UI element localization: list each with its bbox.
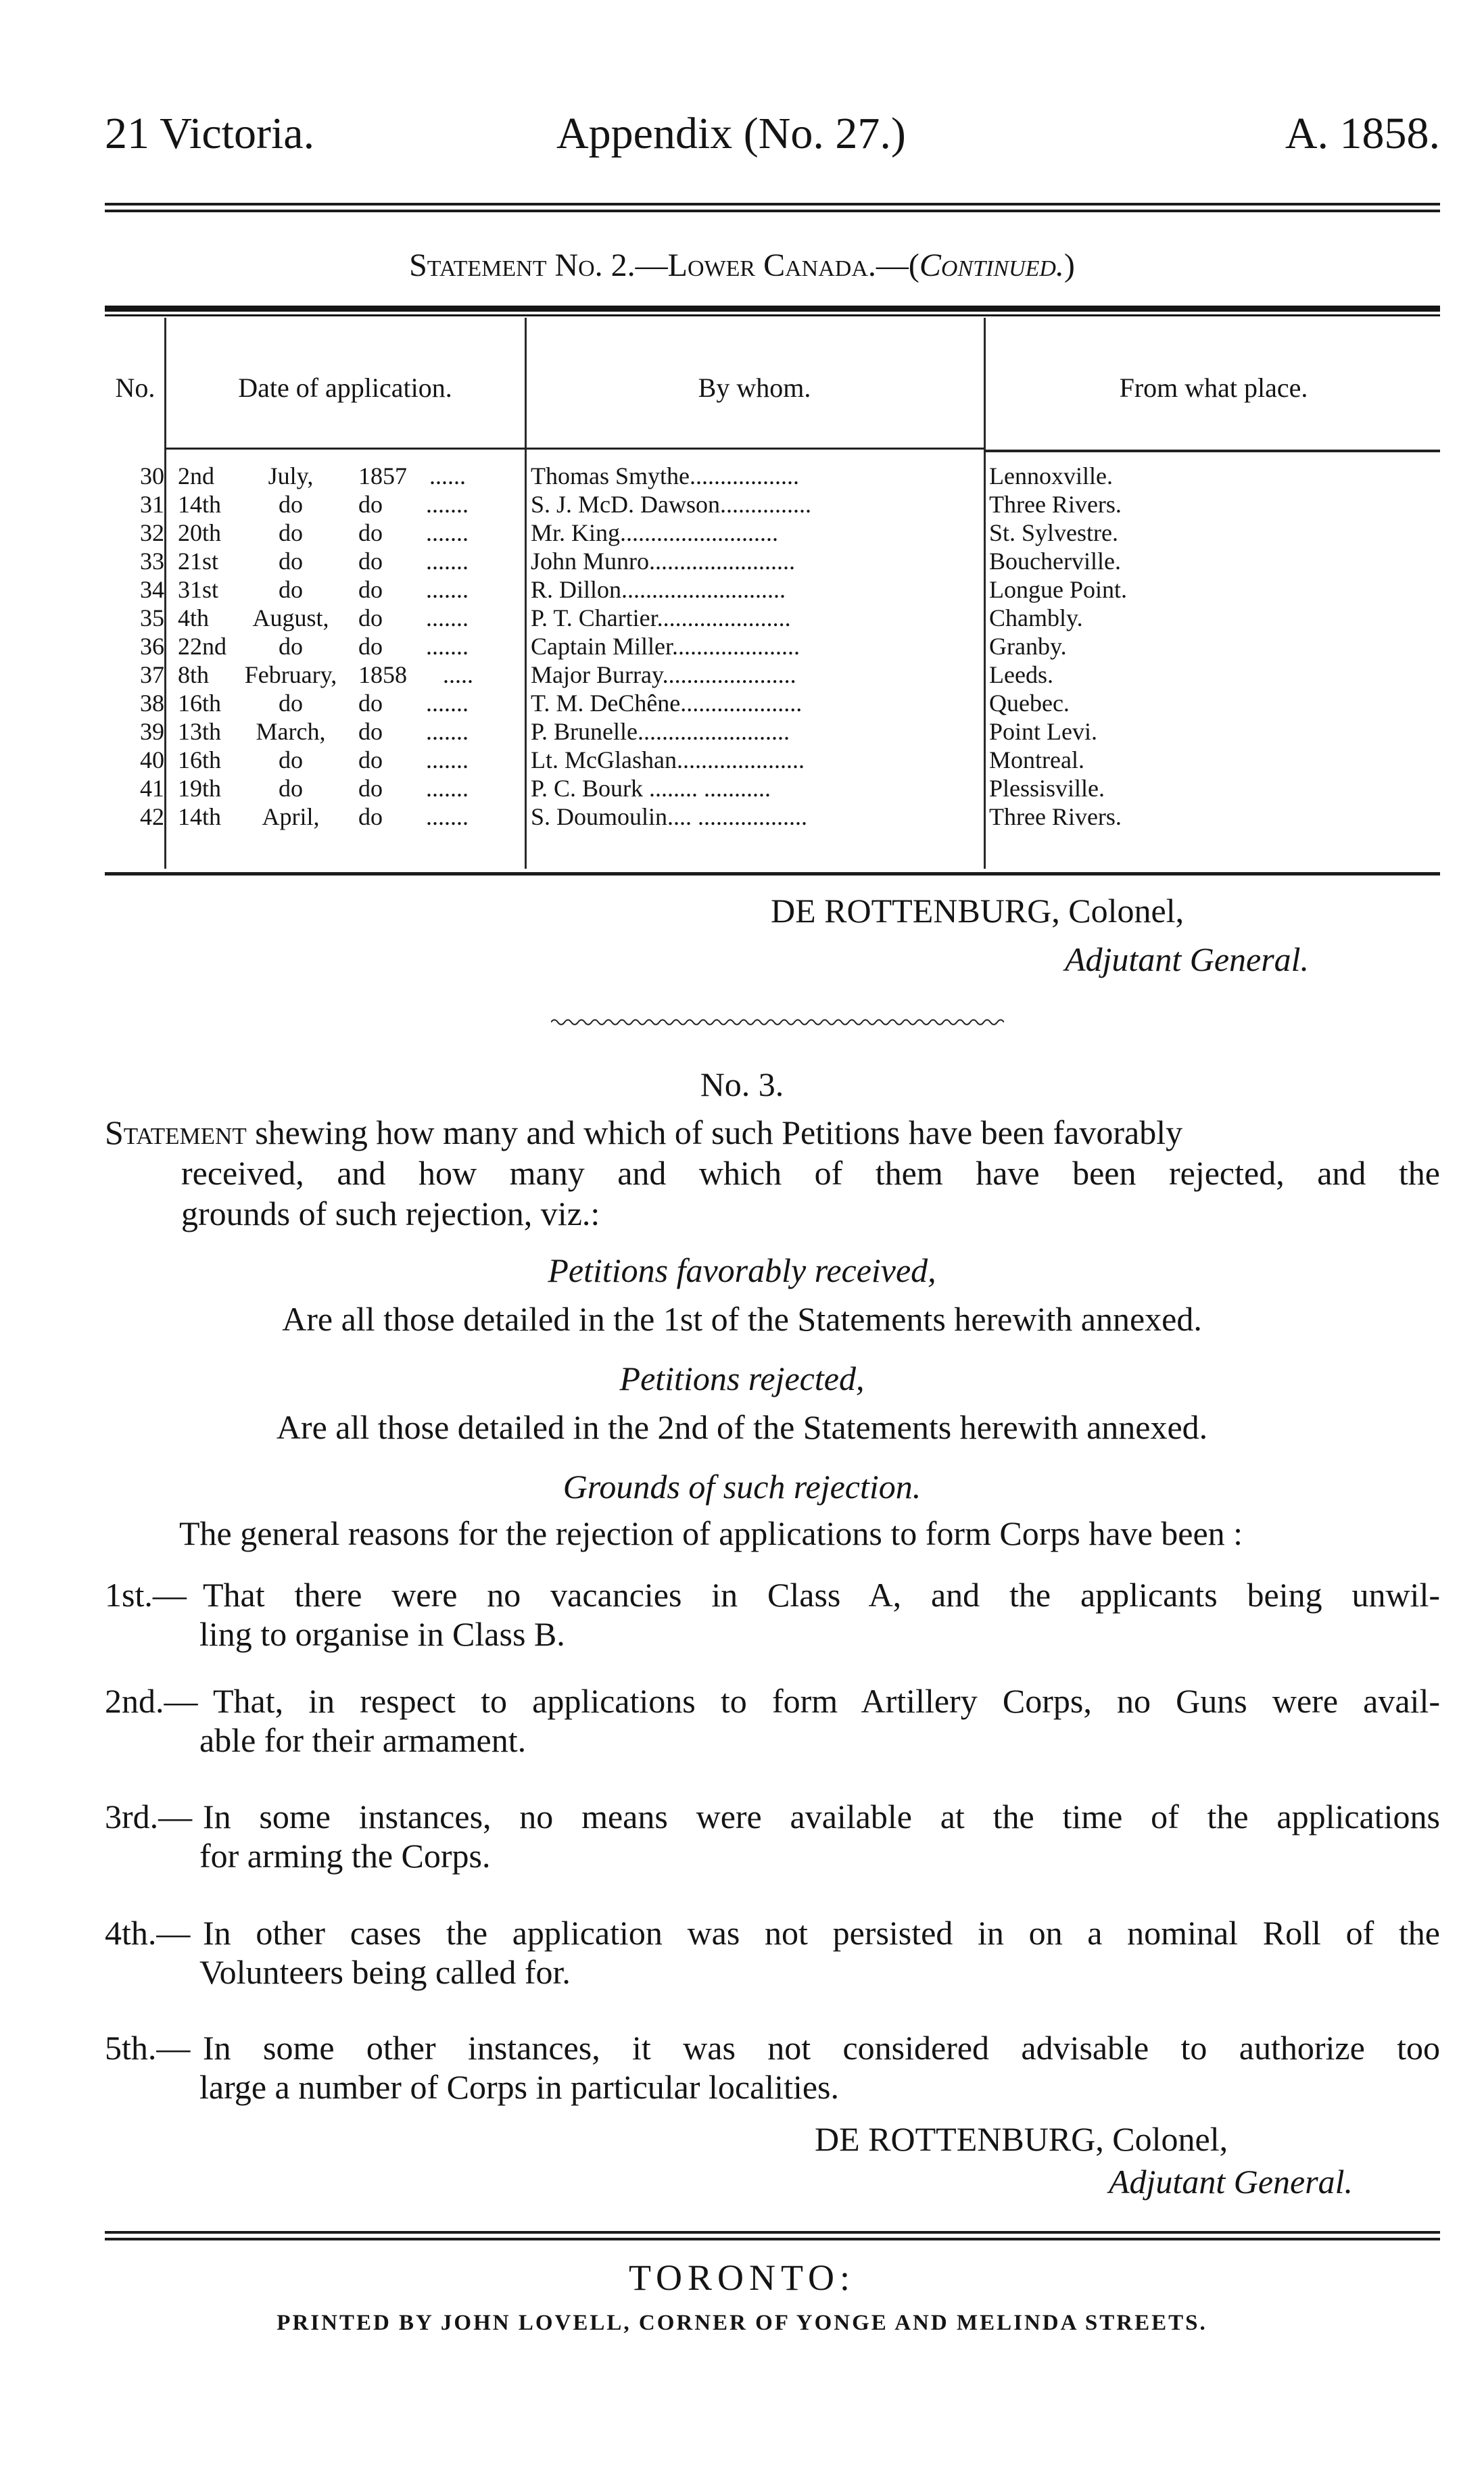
row-place: Chambly. bbox=[989, 604, 1083, 631]
row-leader-dots: ....... bbox=[426, 633, 469, 660]
row-day: 22nd bbox=[178, 633, 226, 660]
signature-title-text: Adjutant General. bbox=[1109, 2163, 1354, 2201]
row-year: do bbox=[358, 548, 383, 575]
column-header-place: From what place. bbox=[1119, 373, 1308, 403]
row-leader-dots: ..... bbox=[443, 661, 473, 688]
table-row bbox=[105, 746, 1440, 774]
footer-double-rule bbox=[105, 2231, 1440, 2240]
row-month: do bbox=[279, 633, 303, 660]
row-year: do bbox=[358, 633, 383, 660]
imprint-printer: PRINTED BY JOHN LOVELL, CORNER OF YONGE AND MELINDA STREETS. bbox=[277, 2311, 1207, 2335]
row-no: 42 bbox=[140, 803, 164, 830]
row-place: Montreal. bbox=[989, 746, 1084, 773]
row-place: Granby. bbox=[989, 633, 1067, 660]
reason-line1: In some instances, no means were available at the time of the applications bbox=[203, 1798, 1440, 1836]
table-bottom-rule bbox=[105, 872, 1440, 875]
row-day: 19th bbox=[178, 775, 222, 802]
row-month: do bbox=[279, 576, 303, 603]
table-row bbox=[105, 575, 1440, 604]
row-place: Boucherville. bbox=[989, 548, 1121, 575]
row-year: do bbox=[358, 803, 383, 830]
no3-intro-line1 bbox=[105, 1112, 1440, 1153]
no3-intro-line2: received, and how many and which of them have been rejected, and the bbox=[181, 1154, 1440, 1192]
statement-2-title-suffix: ) bbox=[1063, 247, 1075, 283]
row-day: 4th bbox=[178, 604, 210, 631]
row-place: Quebec. bbox=[989, 690, 1070, 717]
row-no: 32 bbox=[140, 519, 164, 546]
row-by-whom: P. Brunelle......................... bbox=[531, 718, 790, 745]
rejected-heading: Petitions rejected, bbox=[619, 1360, 865, 1397]
row-year: 1858 bbox=[358, 661, 407, 688]
reason-item bbox=[105, 1797, 1440, 1878]
row-month: July, bbox=[268, 462, 314, 489]
row-no: 39 bbox=[140, 718, 164, 745]
row-leader-dots: ....... bbox=[426, 718, 469, 745]
row-place: Longue Point. bbox=[989, 576, 1127, 603]
reason-label: 1st.— bbox=[105, 1576, 187, 1614]
row-year: do bbox=[358, 718, 383, 745]
header-underline bbox=[984, 450, 1440, 452]
row-month: do bbox=[279, 690, 303, 717]
row-by-whom: Lt. McGlashan..................... bbox=[531, 746, 805, 773]
table-row bbox=[105, 717, 1440, 746]
header-double-rule bbox=[105, 203, 1440, 212]
favorable-heading: Petitions favorably received, bbox=[548, 1251, 936, 1289]
row-day: 16th bbox=[178, 690, 222, 717]
row-day: 2nd bbox=[178, 462, 214, 489]
column-header-no: No. bbox=[115, 373, 155, 403]
reason-line2: able for their armament. bbox=[199, 1721, 527, 1759]
row-place: Three Rivers. bbox=[989, 803, 1122, 830]
row-month: do bbox=[279, 491, 303, 518]
running-head-left: 21 Victoria. bbox=[105, 109, 315, 158]
row-place: Lennoxville. bbox=[989, 462, 1113, 489]
row-no: 35 bbox=[140, 604, 164, 631]
row-place: Plessisville. bbox=[989, 775, 1105, 802]
row-by-whom: S. Doumoulin.... .................. bbox=[531, 803, 808, 830]
signature-name: DE ROTTENBURG, Colonel, bbox=[771, 892, 1184, 930]
row-no: 33 bbox=[140, 548, 164, 575]
reason-item bbox=[105, 1681, 1440, 1762]
row-place: Leeds. bbox=[989, 661, 1053, 688]
table-row bbox=[105, 661, 1440, 689]
table-row bbox=[105, 519, 1440, 547]
row-by-whom: Thomas Smythe.................. bbox=[531, 462, 799, 489]
row-year: do bbox=[358, 519, 383, 546]
reason-line2: Volunteers being called for. bbox=[199, 1953, 571, 1991]
row-year: do bbox=[358, 604, 383, 631]
row-day: 8th bbox=[178, 661, 210, 688]
row-leader-dots: ....... bbox=[426, 690, 469, 717]
signature-title bbox=[1065, 940, 1309, 979]
row-year: do bbox=[358, 690, 383, 717]
intro-lead: Statement bbox=[105, 1113, 247, 1151]
running-head-center: Appendix (No. 27.) bbox=[556, 109, 906, 158]
table-row bbox=[105, 632, 1440, 661]
reason-line1: In other cases the application was not persisted in on a nominal Roll of the bbox=[203, 1914, 1440, 1952]
row-by-whom: Mr. King.......................... bbox=[531, 519, 779, 546]
row-year: do bbox=[358, 746, 383, 773]
row-no: 36 bbox=[140, 633, 164, 660]
row-month: February, bbox=[244, 661, 337, 688]
reason-item bbox=[105, 1913, 1440, 1994]
row-day: 14th bbox=[178, 803, 222, 830]
section-heading-no3: No. 3. bbox=[700, 1065, 784, 1103]
row-year: do bbox=[358, 775, 383, 802]
reason-label: 2nd.— bbox=[105, 1682, 198, 1720]
row-no: 41 bbox=[140, 775, 164, 802]
reason-line1: That there were no vacancies in Class A, and the applicants being unwil- bbox=[203, 1576, 1440, 1614]
row-no: 31 bbox=[140, 491, 164, 518]
row-day: 14th bbox=[178, 491, 222, 518]
wavy-separator bbox=[551, 1017, 1004, 1027]
running-head bbox=[105, 108, 1440, 169]
row-month: August, bbox=[252, 604, 329, 631]
row-leader-dots: ....... bbox=[426, 491, 469, 518]
table-row bbox=[105, 802, 1440, 831]
favorable-text: Are all those detailed in the 1st of the Statements herewith annexed. bbox=[282, 1300, 1202, 1338]
statement-2-title-prefix: Statement No. 2.—Lower Canada.—( bbox=[409, 247, 919, 283]
row-leader-dots: ...... bbox=[429, 462, 466, 489]
row-by-whom: P. T. Chartier...................... bbox=[531, 604, 791, 631]
row-no: 38 bbox=[140, 690, 164, 717]
row-day: 31st bbox=[178, 576, 219, 603]
column-header-by-whom: By whom. bbox=[698, 373, 811, 403]
row-no: 34 bbox=[140, 576, 164, 603]
row-leader-dots: ....... bbox=[426, 519, 469, 546]
reason-item bbox=[105, 2028, 1440, 2109]
row-day: 21st bbox=[178, 548, 219, 575]
row-by-whom: T. M. DeChêne.................... bbox=[531, 690, 803, 717]
row-leader-dots: ....... bbox=[426, 803, 469, 830]
table-row bbox=[105, 490, 1440, 519]
imprint-city: TORONTO: bbox=[628, 2257, 856, 2298]
header-underline bbox=[525, 448, 984, 450]
table-row bbox=[105, 462, 1440, 490]
reason-line2: large a number of Corps in particular localities. bbox=[199, 2068, 839, 2106]
row-leader-dots: ....... bbox=[426, 576, 469, 603]
signature-title-text: Adjutant General. bbox=[1065, 940, 1310, 978]
row-day: 13th bbox=[178, 718, 222, 745]
row-month: do bbox=[279, 746, 303, 773]
row-by-whom: R. Dillon........................... bbox=[531, 576, 786, 603]
row-year: do bbox=[358, 576, 383, 603]
row-place: Point Levi. bbox=[989, 718, 1097, 745]
row-year: 1857 bbox=[358, 462, 407, 489]
reason-label: 5th.— bbox=[105, 2029, 191, 2067]
row-by-whom: John Munro........................ bbox=[531, 548, 796, 575]
row-month: April, bbox=[262, 803, 320, 830]
row-no: 37 bbox=[140, 661, 164, 688]
statement-2-title bbox=[0, 247, 1484, 284]
grounds-heading: Grounds of such rejection. bbox=[563, 1468, 921, 1506]
row-by-whom: Captain Miller..................... bbox=[531, 633, 800, 660]
table-row bbox=[105, 547, 1440, 575]
row-month: do bbox=[279, 519, 303, 546]
row-day: 20th bbox=[178, 519, 222, 546]
table-row bbox=[105, 774, 1440, 802]
statement-2-title-continued: Continued. bbox=[919, 247, 1064, 283]
header-underline bbox=[164, 448, 525, 450]
row-leader-dots: ....... bbox=[426, 746, 469, 773]
row-month: do bbox=[279, 775, 303, 802]
row-leader-dots: ....... bbox=[426, 548, 469, 575]
row-leader-dots: ....... bbox=[426, 604, 469, 631]
column-header-date: Date of application. bbox=[238, 373, 452, 403]
row-no: 30 bbox=[140, 462, 164, 489]
row-month: do bbox=[279, 548, 303, 575]
row-day: 16th bbox=[178, 746, 222, 773]
table-row bbox=[105, 689, 1440, 717]
row-leader-dots: ....... bbox=[426, 775, 469, 802]
row-by-whom: Major Burray...................... bbox=[531, 661, 796, 688]
reason-item bbox=[105, 1575, 1440, 1656]
rejected-text: Are all those detailed in the 2nd of the Statements herewith annexed. bbox=[276, 1408, 1208, 1446]
reason-label: 4th.— bbox=[105, 1914, 191, 1952]
running-head-right: A. 1858. bbox=[1285, 109, 1440, 158]
row-month: March, bbox=[256, 718, 326, 745]
row-by-whom: P. C. Bourk ........ ........... bbox=[531, 775, 771, 802]
reason-line1: That, in respect to applications to form Artillery Corps, no Guns were avail- bbox=[213, 1682, 1440, 1720]
reason-line2: for arming the Corps. bbox=[199, 1837, 491, 1875]
intro-line1-text: shewing how many and which of such Petitions have been favorably bbox=[246, 1113, 1183, 1151]
row-by-whom: S. J. McD. Dawson............... bbox=[531, 491, 812, 518]
row-year: do bbox=[358, 491, 383, 518]
row-no: 40 bbox=[140, 746, 164, 773]
signature-title bbox=[1109, 2162, 1353, 2201]
signature-name: DE ROTTENBURG, Colonel, bbox=[815, 2120, 1228, 2158]
table-top-rule bbox=[105, 306, 1440, 316]
reason-label: 3rd.— bbox=[105, 1798, 193, 1836]
table-row bbox=[105, 604, 1440, 632]
grounds-intro: The general reasons for the rejection of applications to form Corps have been : bbox=[179, 1514, 1243, 1552]
no3-intro-line3: grounds of such rejection, viz.: bbox=[181, 1195, 600, 1232]
row-place: St. Sylvestre. bbox=[989, 519, 1119, 546]
reason-line2: ling to organise in Class B. bbox=[199, 1615, 565, 1653]
reason-line1: In some other instances, it was not considered advisable to authorize too bbox=[203, 2029, 1440, 2067]
row-place: Three Rivers. bbox=[989, 491, 1122, 518]
